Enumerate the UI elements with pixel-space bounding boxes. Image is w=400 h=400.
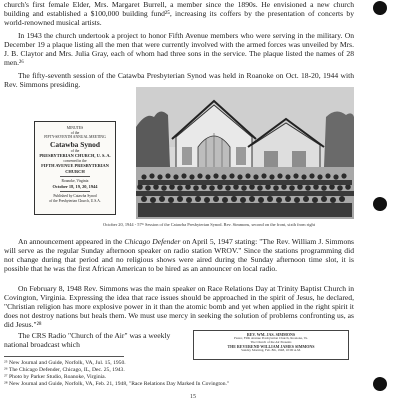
synod-minutes-cover <box>34 121 116 215</box>
binder-hole-icon <box>373 1 387 15</box>
minutes-line: convened in the <box>63 158 87 163</box>
binder-margin <box>360 0 400 400</box>
paragraph-4-text: on April 5, 1947 stating: "The Rev. William J. Simmons will serve as the regular Sunday afternoon speaker on radio station WROV." Since the stations programming did not change during that period and no religious shows were aired during the Sunday afternoon time slot, it is possible that he was the first African American to be hired as an announcer on local radio. <box>4 237 354 274</box>
notice-line: The Church of the Air Presents <box>250 339 292 344</box>
footnote: ²⁶ The Chicago Defender, Chicago, IL, Dec. 25, 1943. <box>4 366 125 373</box>
footnote: ²⁷ Photo by Parker Studio, Roanoke, Virginia. <box>4 373 107 380</box>
photo-caption: October 20, 1944 - 57ᵗʰ Session of the Catawba Presbyterian Synod. Rev. Simmons, second on the front, sixth from right <box>103 222 315 227</box>
church-group-photo <box>136 87 354 219</box>
footnote: ²⁸ New Journal and Guide, Norfolk, VA, Feb. 21, 1948, "Race Relations Day Marked In Covington." <box>4 380 230 387</box>
minutes-line: Roanoke, Virginia <box>61 179 89 184</box>
minutes-line: MINUTES <box>66 126 84 130</box>
notice-line: THE REVEREND WILLIAM JAMES SIMMONS <box>227 343 315 349</box>
paragraph-3: The fifty-seventh session of the Catawba Presbyterian Synod was held in Roanoke on Oct. 18-20, 1944 with Rev. Simmons presiding. <box>4 71 354 90</box>
minutes-line: Published by Catawba Synod <box>53 194 97 199</box>
paragraph-5: On February 8, 1948 Rev. Simmons was the main speaker on Race Relations Day at Trinity Baptist Church in Covington, Virginia. Expressing the idea that race issues should be approached in the spirit of Jesus, he declared, "Christian religion has more explosive power in it than the atomic bomb and yet when applied in the right spirit it does not destroy nations but heals them. We must use mercy in seeking the solution of problems confronting us, as did Jesus."²⁸ <box>4 284 354 330</box>
newspaper-title: Chicago Defender <box>124 237 181 246</box>
footnotes <box>4 360 304 388</box>
minutes-line: of the <box>70 130 80 135</box>
binder-hole-icon <box>373 197 387 211</box>
footnote-divider <box>4 356 124 357</box>
minutes-line: October 18, 19, 20, 1944 <box>52 183 98 189</box>
minutes-title: Catawba Synod <box>50 139 100 149</box>
minutes-line: FIFTY-SEVENTH ANNUAL MEETING <box>44 135 106 140</box>
minutes-line: of the Presbyterian Church, U.S.A. <box>49 198 101 203</box>
notice-line: Pastor, Fifth Avenue Presbyterian Church, Roanoke, Va. <box>234 335 308 340</box>
radio-notice-clipping <box>193 330 349 360</box>
paragraph-4-text: An announcement appeared in the <box>18 237 125 246</box>
minutes-line: of the <box>70 148 80 153</box>
notice-title: REV. WM. JAS. SIMMONS <box>246 332 296 337</box>
paragraph-1: church's first female Elder, Mrs. Margaret Burrell, a member since the 1890s. He envisioned a new church building and established a $100,000 building fund²⁵, increasing its coffers by the presentation of concerts by world-renowned musical artists. <box>4 0 354 28</box>
minutes-line: CHURCH <box>65 168 85 174</box>
minutes-divider <box>60 176 90 177</box>
binder-hole-icon <box>373 377 387 391</box>
notice-line: Sunday Morning, Feb. 8th, 1948, 10:00 A.M. <box>241 347 301 352</box>
paragraph-6: The CRS Radio "Church of the Air" was a weekly national broadcast which <box>4 331 171 350</box>
footnote: ²⁵ New Journal and Guide, Norfolk, VA, Jul. 15, 1950. <box>4 360 126 366</box>
minutes-divider <box>60 191 90 192</box>
paragraph-2: In 1943 the church undertook a project to honor Fifth Avenue members who were serving in the military. On December 19 a plaque listing all the men that were currently involved with the armed forces was unveiled by Mrs. J. B. Claytor and Mrs. Julia Gray, each of whom had three sons in the service. The plaque listed the names of 28 men.²⁶ <box>4 31 354 68</box>
minutes-line: PRESBYTERIAN CHURCH, U. S. A. <box>39 153 111 159</box>
minutes-line: FIFTH AVENUE PRESBYTERIAN <box>41 163 109 169</box>
page-number: 15 <box>190 394 196 400</box>
paragraph-4 <box>4 237 354 273</box>
